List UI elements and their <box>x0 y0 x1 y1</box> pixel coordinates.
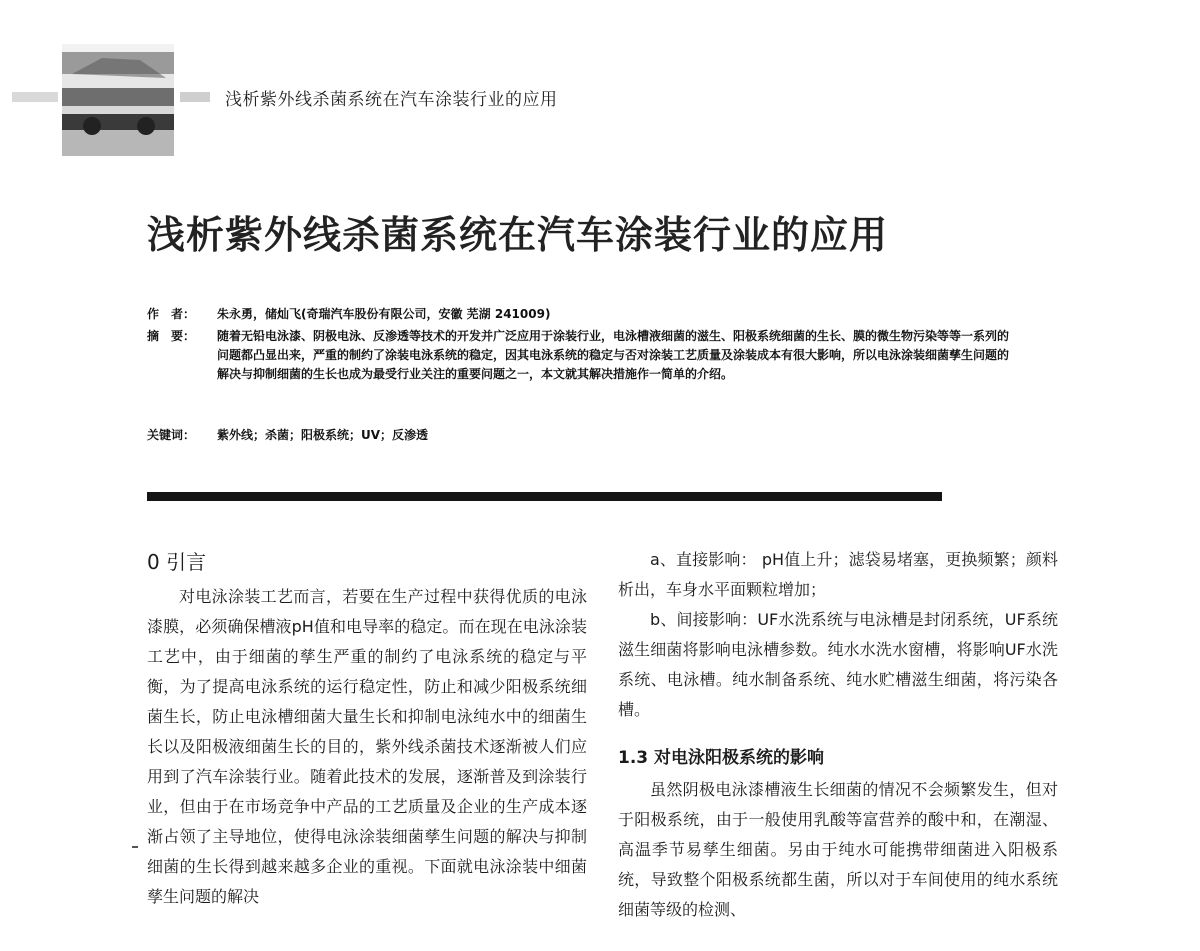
keywords-text: 紫外线；杀菌；阳极系统；UV；反渗透 <box>217 428 429 442</box>
abstract-label: 摘 要： <box>147 329 196 343</box>
running-header-title: 浅析紫外线杀菌系统在汽车涂装行业的应用 <box>225 90 558 110</box>
section-1-3-heading: 1.3 对电泳阳极系统的影响 <box>618 748 825 768</box>
intro-paragraph: 对电泳涂装工艺而言，若要在生产过程中获得优质的电泳漆膜，必须确保槽液pH值和电导率的稳定。而在现在电泳涂装工艺中，由于细菌的孳生严重的制约了电泳系统的稳定与平衡，为了提高电泳系统的运行稳定性，防止和减少阳极系统细菌生长，防止电泳槽细菌大量生长和抑制电泳纯水中的细菌生长以及阳极液细菌生长的目的，紫外线杀菌技术逐渐被人们应用到了汽车涂装行业。随着此技术的发展，逐渐普及到涂装行业，但由于在市场竞争中产品的工艺质量及企业的生产成本逐渐占领了主导地位，使得电泳涂装细菌孳生问题的解决与抑制细菌的生长得到越来越多企业的重视。下面就电泳涂装中细菌孳生问题的解决 <box>147 587 587 906</box>
direct-effect-item: a、直接影响： pH值上升；滤袋易堵塞，更换频繁；颜料析出，车身水平面颗粒增加； <box>618 550 1058 599</box>
header-decor-bar-right <box>180 92 210 102</box>
body-column-left <box>147 548 587 912</box>
intro-heading: 0 引言 <box>147 550 207 574</box>
indirect-effect-item: b、间接影响：UF水洗系统与电泳槽是封闭系统，UF系统滋生细菌将影响电泳槽参数。纯水水洗水窗槽，将影响UF水洗系统、电泳槽。纯水制备系统、纯水贮槽滋生细菌，将污染各槽。 <box>618 610 1058 719</box>
authors-label: 作 者： <box>147 307 196 321</box>
header-decor-bar-left <box>12 92 58 102</box>
margin-mark <box>132 846 138 848</box>
body-column-right <box>618 545 1058 925</box>
section-1-3-paragraph: 虽然阴极电泳漆槽液生长细菌的情况不会频繁发生，但对于阳极系统，由于一般使用乳酸等富营养的酸中和，在潮湿、高温季节易孳生细菌。另由于纯水可能携带细菌进入阳极系统，导致整个阳极系统都生菌，所以对于车间使用的纯水系统细菌等级的检测、 <box>618 780 1058 919</box>
authors-text: 朱永勇，储灿飞(奇瑞汽车股份有限公司，安徽 芜湖 241009) <box>217 307 551 321</box>
abstract-text: 随着无铅电泳漆、阴极电泳、反渗透等技术的开发并广泛应用于涂装行业，电泳槽液细菌的滋生、阳极系统细菌的生长、膜的微生物污染等等一系列的问题都凸显出来，严重的制约了涂装电泳系统的稳定，因其电泳系统的稳定与否对涂装工艺质量及涂装成本有很大影响，所以电泳涂装细菌孳生问题的解决与抑制细菌的生长也成为最受行业关注的重要问题之一，本文就其解决措施作一简单的介绍。 <box>217 329 1010 381</box>
article-title: 浅析紫外线杀菌系统在汽车涂装行业的应用 <box>147 213 889 257</box>
car-photo-logo-icon <box>62 44 174 156</box>
section-divider-rule <box>147 492 942 501</box>
keywords-label: 关键词： <box>147 428 196 442</box>
